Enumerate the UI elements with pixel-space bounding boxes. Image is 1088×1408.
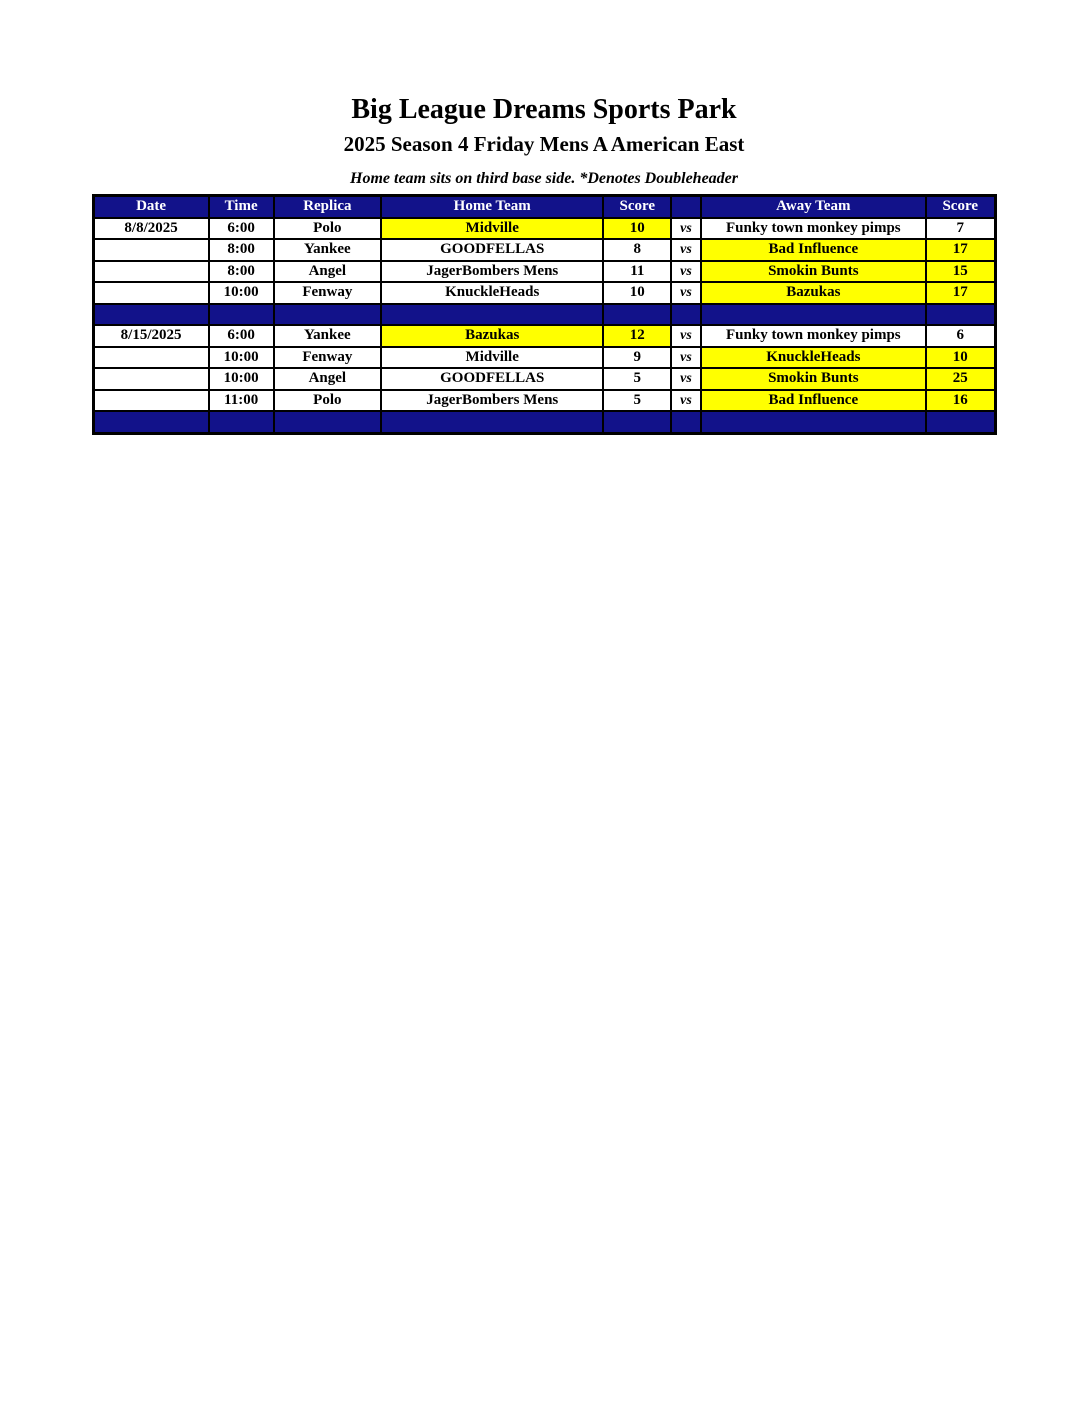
separator-cell-away-team xyxy=(701,304,926,326)
date-cell: 8/15/2025 xyxy=(93,325,209,347)
away-team-cell: KnuckleHeads xyxy=(701,347,926,369)
vs-cell: vs xyxy=(671,390,700,412)
home-team-cell: JagerBombers Mens xyxy=(381,390,603,412)
date-cell xyxy=(93,347,209,369)
away-score-cell: 17 xyxy=(926,239,995,261)
home-team-cell: KnuckleHeads xyxy=(381,282,603,304)
separator-cell-home-team xyxy=(381,304,603,326)
page-title: Big League Dreams Sports Park xyxy=(351,94,737,125)
game-row xyxy=(93,368,995,390)
separator-cell-time xyxy=(209,411,274,433)
time-cell: 11:00 xyxy=(209,390,274,412)
time-cell: 10:00 xyxy=(209,282,274,304)
table-header-row xyxy=(93,196,995,218)
game-row xyxy=(93,239,995,261)
away-team-cell: Bad Influence xyxy=(701,239,926,261)
away-team-cell: Smokin Bunts xyxy=(701,261,926,283)
home-score-cell: 9 xyxy=(603,347,671,369)
separator-cell-home-score xyxy=(603,411,671,433)
time-cell: 8:00 xyxy=(209,239,274,261)
game-row xyxy=(93,347,995,369)
replica-cell: Yankee xyxy=(274,325,382,347)
separator-cell-date xyxy=(93,411,209,433)
time-cell: 6:00 xyxy=(209,325,274,347)
home-team-cell: JagerBombers Mens xyxy=(381,261,603,283)
away-team-cell: Funky town monkey pimps xyxy=(701,325,926,347)
home-team-cell: Bazukas xyxy=(381,325,603,347)
column-header-home-team: Home Team xyxy=(381,196,603,218)
vs-cell: vs xyxy=(671,239,700,261)
away-team-cell: Funky town monkey pimps xyxy=(701,218,926,240)
separator-row xyxy=(93,411,995,433)
time-cell: 6:00 xyxy=(209,218,274,240)
time-cell: 8:00 xyxy=(209,261,274,283)
away-score-cell: 16 xyxy=(926,390,995,412)
separator-cell-away-score xyxy=(926,304,995,326)
column-header-home-score: Score xyxy=(603,196,671,218)
column-header-away-score: Score xyxy=(926,196,995,218)
vs-cell: vs xyxy=(671,261,700,283)
separator-cell-away-team xyxy=(701,411,926,433)
replica-cell: Fenway xyxy=(274,282,382,304)
page-note: Home team sits on third base side. *Denotes Doubleheader xyxy=(350,169,738,187)
page-header xyxy=(0,0,1088,187)
home-team-cell: Midville xyxy=(381,218,603,240)
vs-cell: vs xyxy=(671,325,700,347)
game-row xyxy=(93,218,995,240)
schedule-table-body xyxy=(93,218,995,434)
home-team-cell: Midville xyxy=(381,347,603,369)
vs-cell: vs xyxy=(671,282,700,304)
vs-cell: vs xyxy=(671,368,700,390)
separator-row xyxy=(93,304,995,326)
date-cell: 8/8/2025 xyxy=(93,218,209,240)
column-header-replica: Replica xyxy=(274,196,382,218)
separator-cell-time xyxy=(209,304,274,326)
away-team-cell: Bazukas xyxy=(701,282,926,304)
separator-cell-home-score xyxy=(603,304,671,326)
date-cell xyxy=(93,282,209,304)
separator-cell-away-score xyxy=(926,411,995,433)
separator-cell-replica xyxy=(274,304,382,326)
date-cell xyxy=(93,239,209,261)
home-score-cell: 8 xyxy=(603,239,671,261)
game-row xyxy=(93,325,995,347)
home-score-cell: 10 xyxy=(603,218,671,240)
home-score-cell: 12 xyxy=(603,325,671,347)
separator-cell-date xyxy=(93,304,209,326)
replica-cell: Polo xyxy=(274,218,382,240)
date-cell xyxy=(93,368,209,390)
time-cell: 10:00 xyxy=(209,368,274,390)
away-score-cell: 10 xyxy=(926,347,995,369)
separator-cell-replica xyxy=(274,411,382,433)
separator-cell-vs xyxy=(671,304,700,326)
home-team-cell: GOODFELLAS xyxy=(381,368,603,390)
game-row xyxy=(93,261,995,283)
home-team-cell: GOODFELLAS xyxy=(381,239,603,261)
home-score-cell: 5 xyxy=(603,390,671,412)
column-header-away-team: Away Team xyxy=(701,196,926,218)
away-score-cell: 15 xyxy=(926,261,995,283)
away-team-cell: Bad Influence xyxy=(701,390,926,412)
away-score-cell: 6 xyxy=(926,325,995,347)
vs-cell: vs xyxy=(671,347,700,369)
page-subtitle: 2025 Season 4 Friday Mens A American East xyxy=(343,131,745,156)
separator-cell-home-team xyxy=(381,411,603,433)
separator-cell-vs xyxy=(671,411,700,433)
replica-cell: Yankee xyxy=(274,239,382,261)
vs-cell: vs xyxy=(671,218,700,240)
game-row xyxy=(93,390,995,412)
time-cell: 10:00 xyxy=(209,347,274,369)
date-cell xyxy=(93,261,209,283)
replica-cell: Angel xyxy=(274,368,382,390)
home-score-cell: 11 xyxy=(603,261,671,283)
game-row xyxy=(93,282,995,304)
away-score-cell: 7 xyxy=(926,218,995,240)
away-team-cell: Smokin Bunts xyxy=(701,368,926,390)
home-score-cell: 5 xyxy=(603,368,671,390)
away-score-cell: 25 xyxy=(926,368,995,390)
column-header-date: Date xyxy=(93,196,209,218)
schedule-table xyxy=(92,194,997,435)
replica-cell: Polo xyxy=(274,390,382,412)
column-header-vs xyxy=(671,196,700,218)
column-header-time: Time xyxy=(209,196,274,218)
away-score-cell: 17 xyxy=(926,282,995,304)
replica-cell: Angel xyxy=(274,261,382,283)
date-cell xyxy=(93,390,209,412)
replica-cell: Fenway xyxy=(274,347,382,369)
home-score-cell: 10 xyxy=(603,282,671,304)
